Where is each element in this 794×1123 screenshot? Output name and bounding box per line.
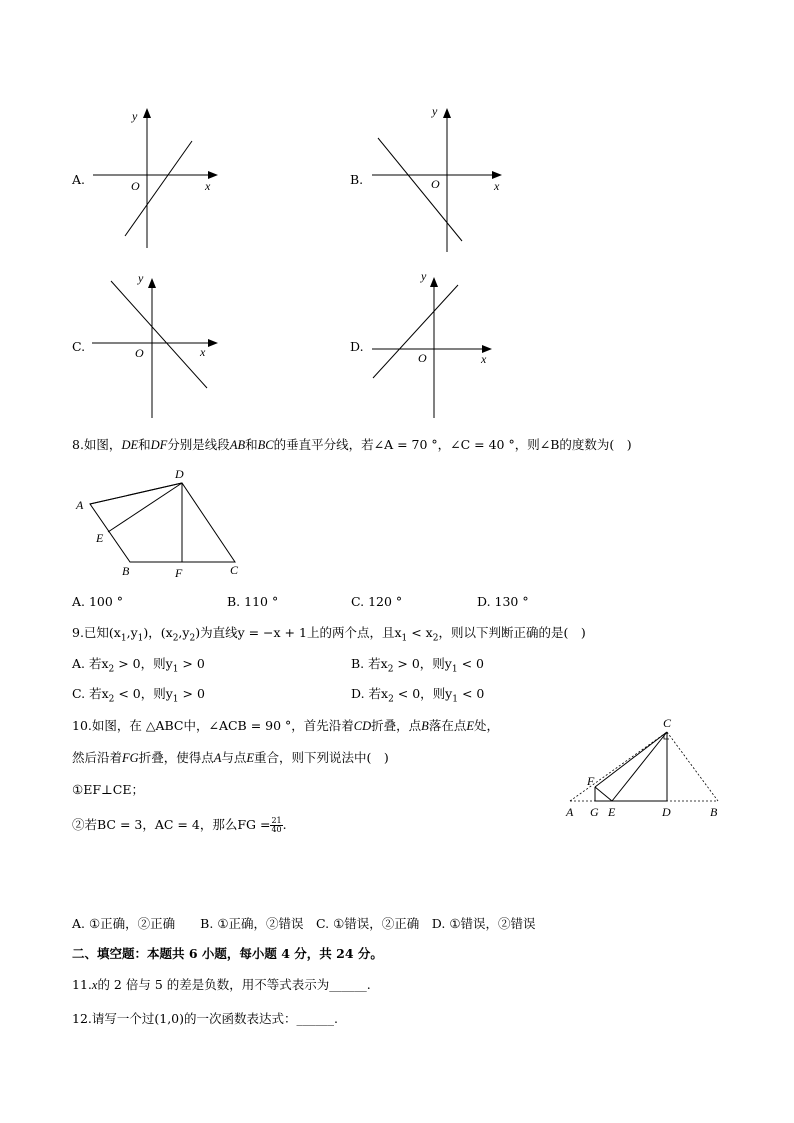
q8-option-d: D. 130 ° [477, 594, 529, 609]
q9-stem: 9.已知$(x_1,y_1)$，$(x_2,y_2)$为直线y = −x + 1上的两个点，且$x_1 < x_2$，则以下判断正确的是( ) [72, 625, 586, 644]
q11: 11.x的 2 倍与 5 的差是负数，用不等式表示为______. [72, 977, 371, 992]
q9-option-c: C. 若$x_2 < 0$，则$y_1 > 0$ [72, 686, 205, 705]
q8-option-c: C. 120 ° [351, 594, 403, 609]
graph-d-x-label: x [481, 352, 487, 366]
q10-statement-2: ②若BC = 3，AC = 4，那么FG = $\frac{21}{40}$ . [72, 816, 287, 834]
graph-d-y-label: y [421, 269, 427, 283]
q10-label-b: B [710, 805, 718, 819]
q10-label-g: G [590, 805, 599, 819]
graph-a-y-label: y [132, 109, 138, 123]
section-2-heading: 二、填空题：本题共 6 小题，每小题 4 分，共 24 分。 [72, 946, 383, 961]
graph-a-origin-label: O [131, 179, 140, 193]
q8-label-a: A [76, 498, 84, 512]
graph-c-y-label: y [138, 271, 144, 285]
q8-stem: 8.如图，DE和DF分别是线段AB和BC的垂直平分线，若∠A = 70 °，∠C = 40 °，则∠B的度数为( ) [72, 437, 632, 452]
q10-label-a: A [566, 805, 574, 819]
q8-label-c: C [230, 563, 239, 577]
q9-option-a: A. 若$x_2 > 0$，则$y_1 > 0$ [72, 656, 205, 675]
graph-a-x-label: x [205, 179, 211, 193]
fraction-21-40: $\frac{21}{40}$ [271, 816, 282, 834]
graph-a [88, 100, 228, 250]
q8-label-e: E [96, 531, 104, 545]
q9-option-d: D. 若$x_2 < 0$，则$y_1 < 0$ [351, 686, 485, 705]
graph-d [368, 265, 503, 420]
q8-option-a: A. 100 ° [72, 594, 124, 609]
option-a-label: A. [72, 172, 86, 187]
q9-option-b: B. 若$x_2 > 0$，则$y_1 < 0$ [351, 656, 484, 675]
graph-d-origin-label: O [418, 351, 427, 365]
q10-label-d: D [662, 805, 671, 819]
graph-b-y-label: y [432, 104, 438, 118]
graph-b [368, 98, 513, 256]
q10-statement-1: ①EF⊥CE； [72, 782, 144, 797]
q10-options: A. ①正确，②正确 B. ①正确，②错误 C. ①错误，②正确 D. ①错误，②错误 [72, 916, 536, 931]
graph-b-origin-label: O [431, 177, 440, 191]
q12: 12.请写一个过(1,0)的一次函数表达式：______. [72, 1011, 338, 1026]
q10-stem-line1: 10.如图，在 △ABC中，∠ACB = 90 °，首先沿着CD折叠，点B落在点E处， [72, 718, 499, 733]
option-b-label: B. [350, 172, 364, 187]
option-d-label: D. [350, 339, 364, 354]
q8-label-b: B [122, 564, 130, 578]
graph-c [88, 268, 228, 420]
graph-c-x-label: x [200, 345, 206, 359]
q10-label-e: E [608, 805, 616, 819]
graph-c-origin-label: O [135, 346, 144, 360]
q10-figure [560, 712, 730, 822]
option-c-label: C. [72, 339, 86, 354]
q10-stem-line2: 然后沿着FG折叠，使得点A与点E重合，则下列说法中( ) [72, 750, 389, 765]
graph-b-x-label: x [494, 179, 500, 193]
q8-option-b: B. 110 ° [227, 594, 279, 609]
q10-label-c: C [663, 716, 672, 730]
q8-figure [70, 464, 255, 582]
q8-label-d: D [175, 467, 184, 481]
q10-label-f: F [587, 774, 595, 788]
q8-label-f: F [175, 566, 183, 580]
